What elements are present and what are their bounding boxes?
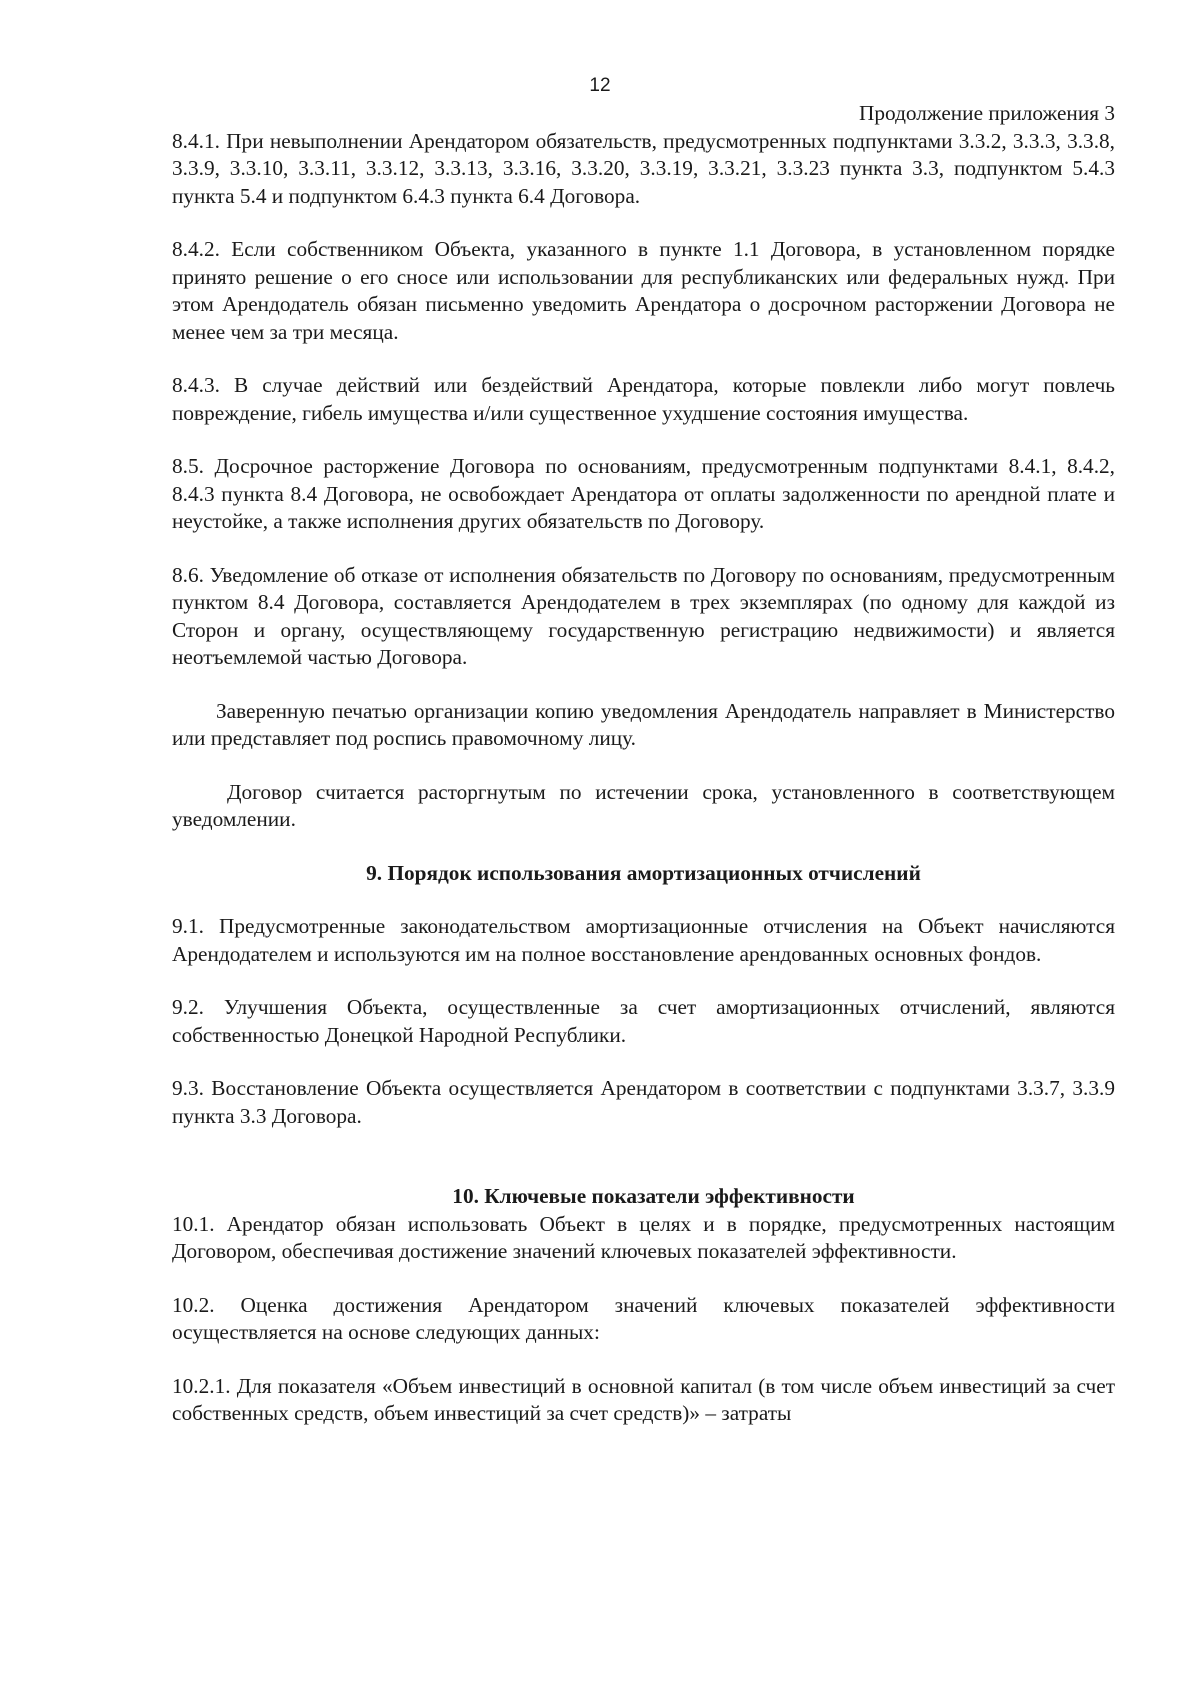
clause-8-6: 8.6. Уведомление об отказе от исполнения обязательств по Договору по основаниям, предусмотренным пунктом 8.4 Договора, составляется Арендодателем в трех экземплярах (по одному для каждой из Сторон и органу, осуществляющему государственную регистрацию недвижимости) и является неотъемлемой частью Договора. — [172, 562, 1115, 669]
clause-8-4-2: 8.4.2. Если собственником Объекта, указанного в пункте 1.1 Договора, в установленном порядке принято решение о его сносе или использовании для республиканских или федеральных нужд. При этом Арендодатель обязан письменно уведомить Арендатора о досрочном расторжении Договора не менее чем за три месяца. — [172, 237, 1115, 344]
clause-9-1: 9.1. Предусмотренные законодательством амортизационные отчисления на Объект начисляются Арендодателем и используются им на полное восстановление арендованных основных фондов. — [172, 914, 1115, 966]
clause-8-4-1: 8.4.1. При невыполнении Арендатором обязательств, предусмотренных подпунктами 3.3.2, 3.3.3, 3.3.8, 3.3.9, 3.3.10, 3.3.11, 3.3.12, 3.3.13, 3.3.16, 3.3.20, 3.3.19, 3.3.21, 3.3.23 пункта 3.3, подпунктом 5.4.3 пункта 5.4 и подпунктом 6.4.3 пункта 6.4 Договора. — [172, 128, 1115, 208]
clause-9-3: 9.3. Восстановление Объекта осуществляется Арендатором в соответствии с подпунктами 3.3.7, 3.3.9 пункта 3.3 Договора. — [172, 1076, 1115, 1128]
clause-8-5: 8.5. Досрочное расторжение Договора по основаниям, предусмотренным подпунктами 8.4.1, 8.4.2, 8.4.3 пункта 8.4 Договора, не освобождает Арендатора от оплаты задолженности по арендной плате и неустойке, а также исполнения других обязательств по Договору. — [172, 454, 1115, 533]
clause-8-6-termination: Договор считается расторгнутым по истечении срока, установленного в соответствующем уведомлении. — [172, 779, 1115, 831]
clause-8-6-certified-copy: Заверенную печатью организации копию уведомления Арендодатель направляет в Министерство или представляет под роспись правомочному лицу. — [172, 698, 1115, 750]
page-number: 12 — [589, 75, 611, 96]
clause-10-1: 10.1. Арендатор обязан использовать Объект в целях и в порядке, предусмотренных настоящим Договором, обеспечивая достижение значений ключевых показателей эффективности. — [172, 1211, 1115, 1263]
clause-8-4-3: 8.4.3. В случае действий или бездействий Арендатора, которые повлекли либо могут повлечь повреждение, гибель имущества и/или существенное ухудшение состояния имущества. — [172, 373, 1115, 425]
clause-10-2: 10.2. Оценка достижения Арендатором значений ключевых показателей эффективности осуществляется на основе следующих данных: — [172, 1292, 1115, 1344]
appendix-continuation-label: Продолжение приложения 3 — [859, 101, 1115, 125]
clause-9-2: 9.2. Улучшения Объекта, осуществленные за счет амортизационных отчислений, являются собственностью Донецкой Народной Республики. — [172, 995, 1115, 1047]
section-10-heading: 10. Ключевые показатели эффективности — [452, 1184, 855, 1208]
document-body — [172, 100, 1115, 1428]
clause-10-2-1: 10.2.1. Для показателя «Объем инвестиций в основной капитал (в том числе объем инвестиций за счет собственных средств, объем инвестиций за счет средств)» – затраты — [172, 1373, 1115, 1425]
section-9-heading: 9. Порядок использования амортизационных отчислений — [366, 860, 921, 885]
